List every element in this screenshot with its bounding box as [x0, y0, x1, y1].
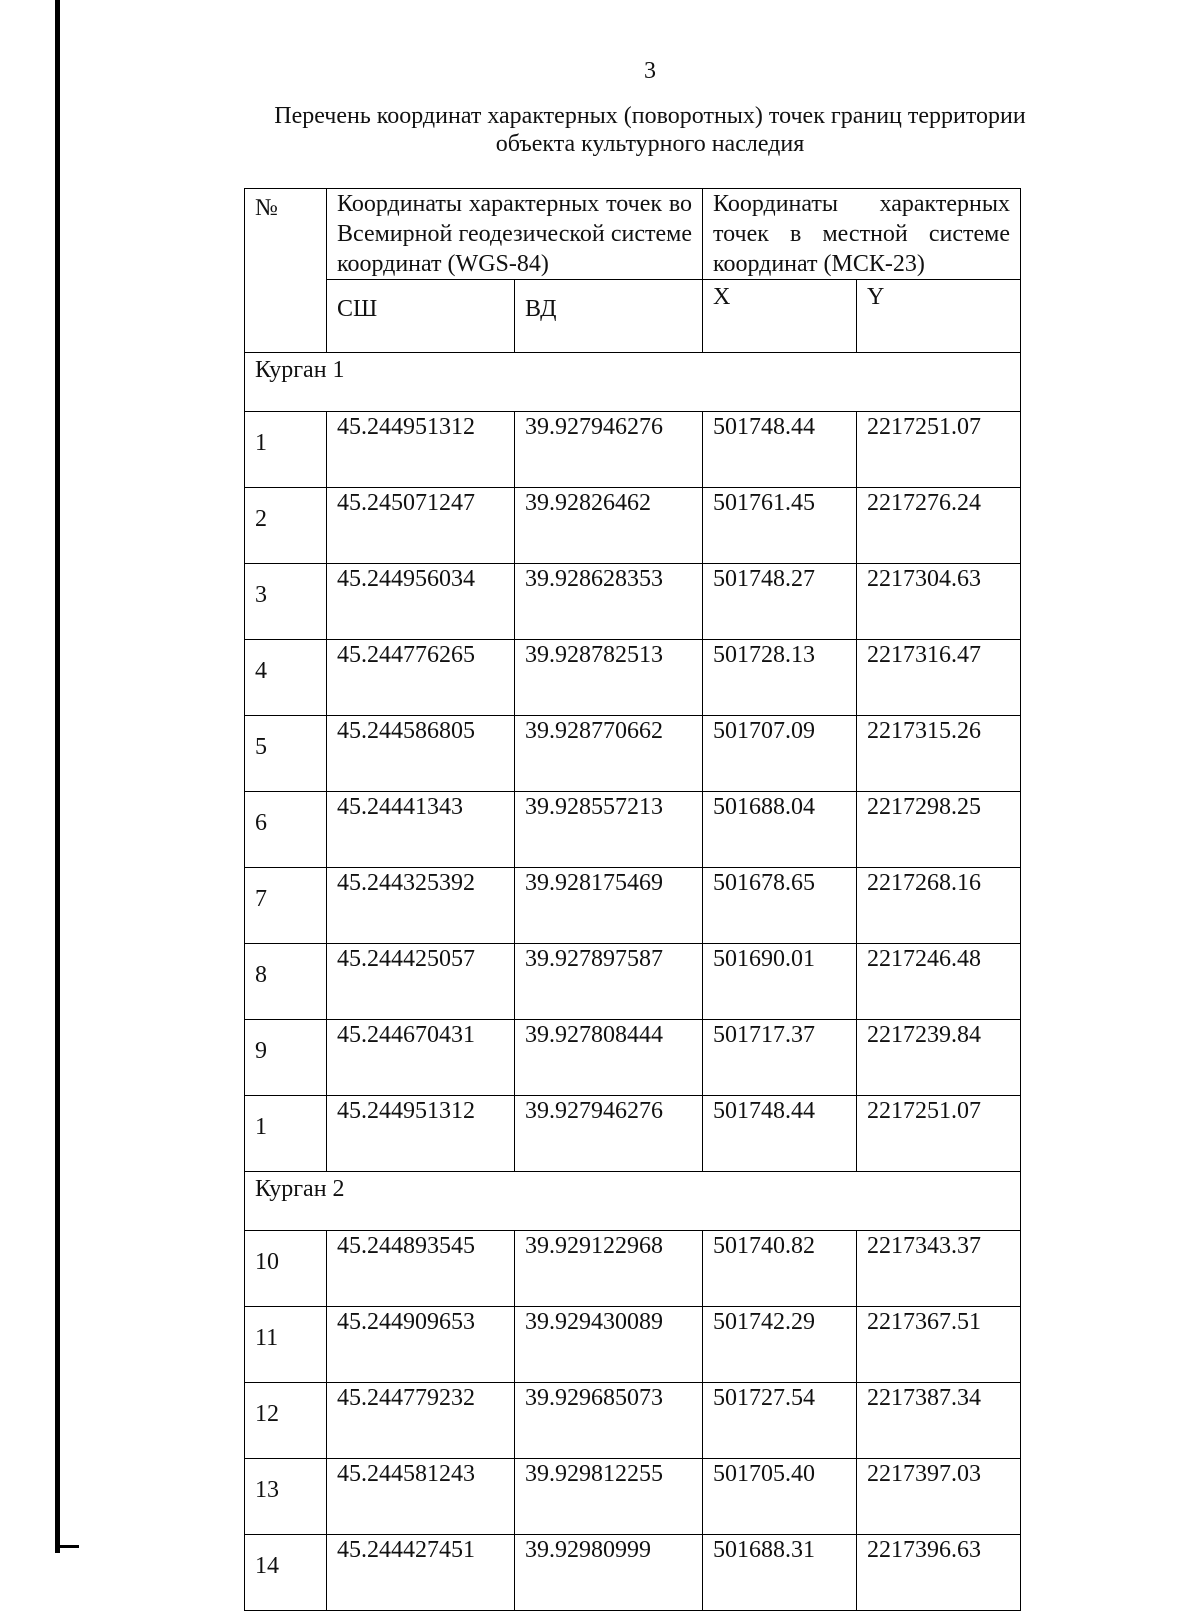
longitude-cell: 39.927946276	[515, 412, 703, 488]
table-row	[245, 412, 1021, 488]
y-coordinate-cell: 2217396.63	[857, 1535, 1021, 1611]
latitude-cell: 45.244776265	[327, 640, 515, 716]
latitude-cell: 45.244425057	[327, 944, 515, 1020]
x-coordinate-cell: 501678.65	[703, 868, 857, 944]
point-number-cell: 4	[245, 640, 327, 716]
x-coordinate-cell: 501748.27	[703, 564, 857, 640]
point-number-cell: 12	[245, 1383, 327, 1459]
latitude-cell: 45.24441343	[327, 792, 515, 868]
header-y: Y	[857, 280, 1021, 353]
longitude-cell: 39.928782513	[515, 640, 703, 716]
y-coordinate-cell: 2217316.47	[857, 640, 1021, 716]
table-row	[245, 1020, 1021, 1096]
longitude-cell: 39.927808444	[515, 1020, 703, 1096]
latitude-cell: 45.244909653	[327, 1307, 515, 1383]
table-row	[245, 1383, 1021, 1459]
table-row	[245, 564, 1021, 640]
point-number-cell: 14	[245, 1535, 327, 1611]
latitude-cell: 45.244951312	[327, 1096, 515, 1172]
longitude-cell: 39.929430089	[515, 1307, 703, 1383]
page-number: 3	[644, 58, 656, 84]
y-coordinate-cell: 2217304.63	[857, 564, 1021, 640]
section-title: Курган 2	[245, 1172, 1021, 1231]
section-title: Курган 1	[245, 353, 1021, 412]
y-coordinate-cell: 2217387.34	[857, 1383, 1021, 1459]
y-coordinate-cell: 2217239.84	[857, 1020, 1021, 1096]
header-longitude: ВД	[515, 280, 703, 353]
title-line-2: объекта культурного наследия	[495, 131, 805, 157]
point-number-cell: 6	[245, 792, 327, 868]
table-row	[245, 1307, 1021, 1383]
document-title	[200, 102, 1100, 158]
x-coordinate-cell: 501705.40	[703, 1459, 857, 1535]
scan-edge-mark	[55, 1545, 79, 1548]
longitude-cell: 39.928628353	[515, 564, 703, 640]
table-row	[245, 1231, 1021, 1307]
longitude-cell: 39.928557213	[515, 792, 703, 868]
latitude-cell: 45.244893545	[327, 1231, 515, 1307]
table-row	[245, 792, 1021, 868]
y-coordinate-cell: 2217251.07	[857, 412, 1021, 488]
longitude-cell: 39.92980999	[515, 1535, 703, 1611]
point-number-cell: 5	[245, 716, 327, 792]
y-coordinate-cell: 2217367.51	[857, 1307, 1021, 1383]
header-row-sub	[245, 280, 1021, 353]
y-coordinate-cell: 2217397.03	[857, 1459, 1021, 1535]
latitude-cell: 45.245071247	[327, 488, 515, 564]
title-line-1: Перечень координат характерных (поворотных) точек границ территории	[274, 103, 1026, 129]
longitude-cell: 39.929122968	[515, 1231, 703, 1307]
longitude-cell: 39.928175469	[515, 868, 703, 944]
table-row	[245, 944, 1021, 1020]
y-coordinate-cell: 2217276.24	[857, 488, 1021, 564]
x-coordinate-cell: 501688.04	[703, 792, 857, 868]
x-coordinate-cell: 501748.44	[703, 1096, 857, 1172]
table-row	[245, 868, 1021, 944]
x-coordinate-cell: 501690.01	[703, 944, 857, 1020]
section-row	[245, 353, 1021, 412]
x-coordinate-cell: 501727.54	[703, 1383, 857, 1459]
y-coordinate-cell: 2217298.25	[857, 792, 1021, 868]
latitude-cell: 45.244670431	[327, 1020, 515, 1096]
latitude-cell: 45.244586805	[327, 716, 515, 792]
latitude-cell: 45.244325392	[327, 868, 515, 944]
x-coordinate-cell: 501740.82	[703, 1231, 857, 1307]
point-number-cell: 2	[245, 488, 327, 564]
latitude-cell: 45.244581243	[327, 1459, 515, 1535]
y-coordinate-cell: 2217315.26	[857, 716, 1021, 792]
table-row	[245, 1459, 1021, 1535]
header-latitude: СШ	[327, 280, 515, 353]
x-coordinate-cell: 501707.09	[703, 716, 857, 792]
longitude-cell: 39.927946276	[515, 1096, 703, 1172]
table-row	[245, 1535, 1021, 1611]
point-number-cell: 1	[245, 1096, 327, 1172]
point-number-cell: 13	[245, 1459, 327, 1535]
x-coordinate-cell: 501761.45	[703, 488, 857, 564]
y-coordinate-cell: 2217268.16	[857, 868, 1021, 944]
longitude-cell: 39.929812255	[515, 1459, 703, 1535]
header-x: X	[703, 280, 857, 353]
longitude-cell: 39.929685073	[515, 1383, 703, 1459]
x-coordinate-cell: 501748.44	[703, 412, 857, 488]
table-row	[245, 488, 1021, 564]
x-coordinate-cell: 501742.29	[703, 1307, 857, 1383]
longitude-cell: 39.928770662	[515, 716, 703, 792]
y-coordinate-cell: 2217343.37	[857, 1231, 1021, 1307]
x-coordinate-cell: 501688.31	[703, 1535, 857, 1611]
table-row	[245, 1096, 1021, 1172]
y-coordinate-cell: 2217246.48	[857, 944, 1021, 1020]
longitude-cell: 39.92826462	[515, 488, 703, 564]
table-row	[245, 640, 1021, 716]
x-coordinate-cell: 501728.13	[703, 640, 857, 716]
y-coordinate-cell: 2217251.07	[857, 1096, 1021, 1172]
header-row-group	[245, 189, 1021, 280]
point-number-cell: 8	[245, 944, 327, 1020]
scan-left-edge	[55, 0, 60, 1553]
point-number-cell: 1	[245, 412, 327, 488]
point-number-cell: 9	[245, 1020, 327, 1096]
latitude-cell: 45.244427451	[327, 1535, 515, 1611]
point-number-cell: 10	[245, 1231, 327, 1307]
latitude-cell: 45.244951312	[327, 412, 515, 488]
longitude-cell: 39.927897587	[515, 944, 703, 1020]
coordinates-table	[244, 188, 1021, 1611]
latitude-cell: 45.244779232	[327, 1383, 515, 1459]
header-msk23-group: Координаты характерных точек в местной системе координат (МСК-23)	[703, 189, 1021, 280]
point-number-cell: 11	[245, 1307, 327, 1383]
latitude-cell: 45.244956034	[327, 564, 515, 640]
point-number-cell: 3	[245, 564, 327, 640]
header-number: №	[245, 189, 327, 353]
header-wgs84-group: Координаты характерных точек во Всемирной геодезической системе координат (WGS-84)	[327, 189, 703, 280]
x-coordinate-cell: 501717.37	[703, 1020, 857, 1096]
section-row	[245, 1172, 1021, 1231]
table-row	[245, 716, 1021, 792]
point-number-cell: 7	[245, 868, 327, 944]
